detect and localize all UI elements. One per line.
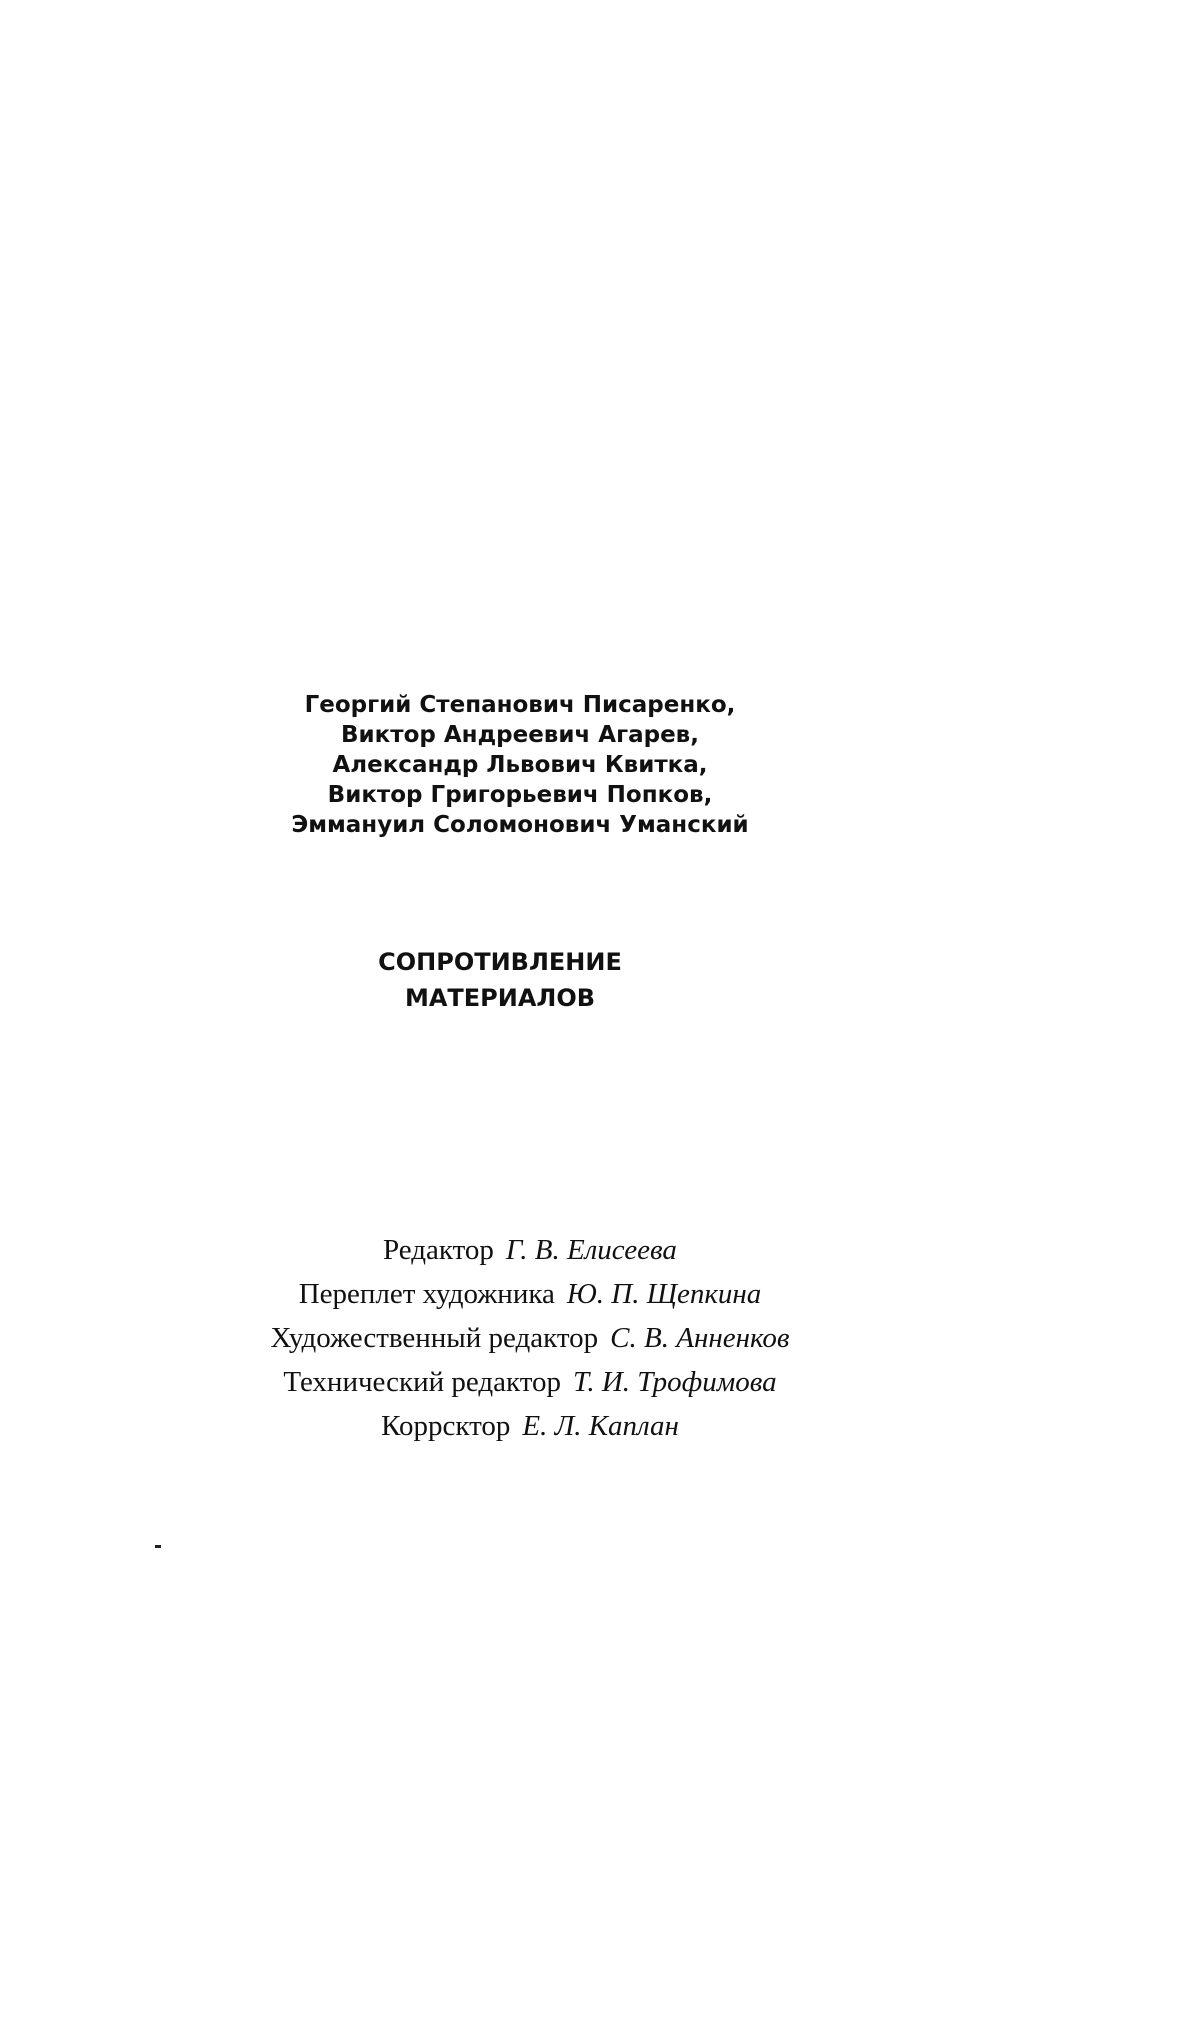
credit-role: Коррсктор (381, 1410, 511, 1442)
print-speck (155, 1545, 161, 1548)
credit-role: Переплет художника (298, 1278, 555, 1310)
credit-art-editor (180, 1316, 880, 1360)
book-title (340, 944, 660, 1016)
author-line: Александр Львович Квитка, (332, 752, 708, 778)
authors-block (200, 690, 840, 840)
title-line-1: СОПРОТИВЛЕНИЕ (378, 948, 622, 976)
title-line-2: МАТЕРИАЛОВ (404, 984, 596, 1012)
credit-name: Т. И. Трофимова (573, 1366, 777, 1398)
author-line: Эммануил Соломонович Уманский (291, 812, 749, 838)
credit-name: Ю. П. Щепкина (566, 1278, 762, 1310)
credit-proofreader (180, 1404, 880, 1448)
credit-role: Редактор (383, 1234, 494, 1266)
credit-binding-artist (180, 1272, 880, 1316)
credit-role: Технический редактор (283, 1366, 562, 1398)
credit-technical-editor (180, 1360, 880, 1404)
credit-name: Е. Л. Каплан (522, 1410, 679, 1442)
credit-role: Художественный редактор (270, 1322, 599, 1354)
credit-name: Г. В. Елисеева (505, 1234, 677, 1266)
author-line: Виктор Григорьевич Попков, (327, 782, 713, 808)
credits-block (180, 1228, 880, 1448)
credit-name: С. В. Анненков (610, 1322, 790, 1354)
credit-editor (180, 1228, 880, 1272)
author-line: Георгий Степанович Писаренко, (304, 692, 736, 718)
author-line: Виктор Андреевич Агарев, (341, 722, 699, 748)
